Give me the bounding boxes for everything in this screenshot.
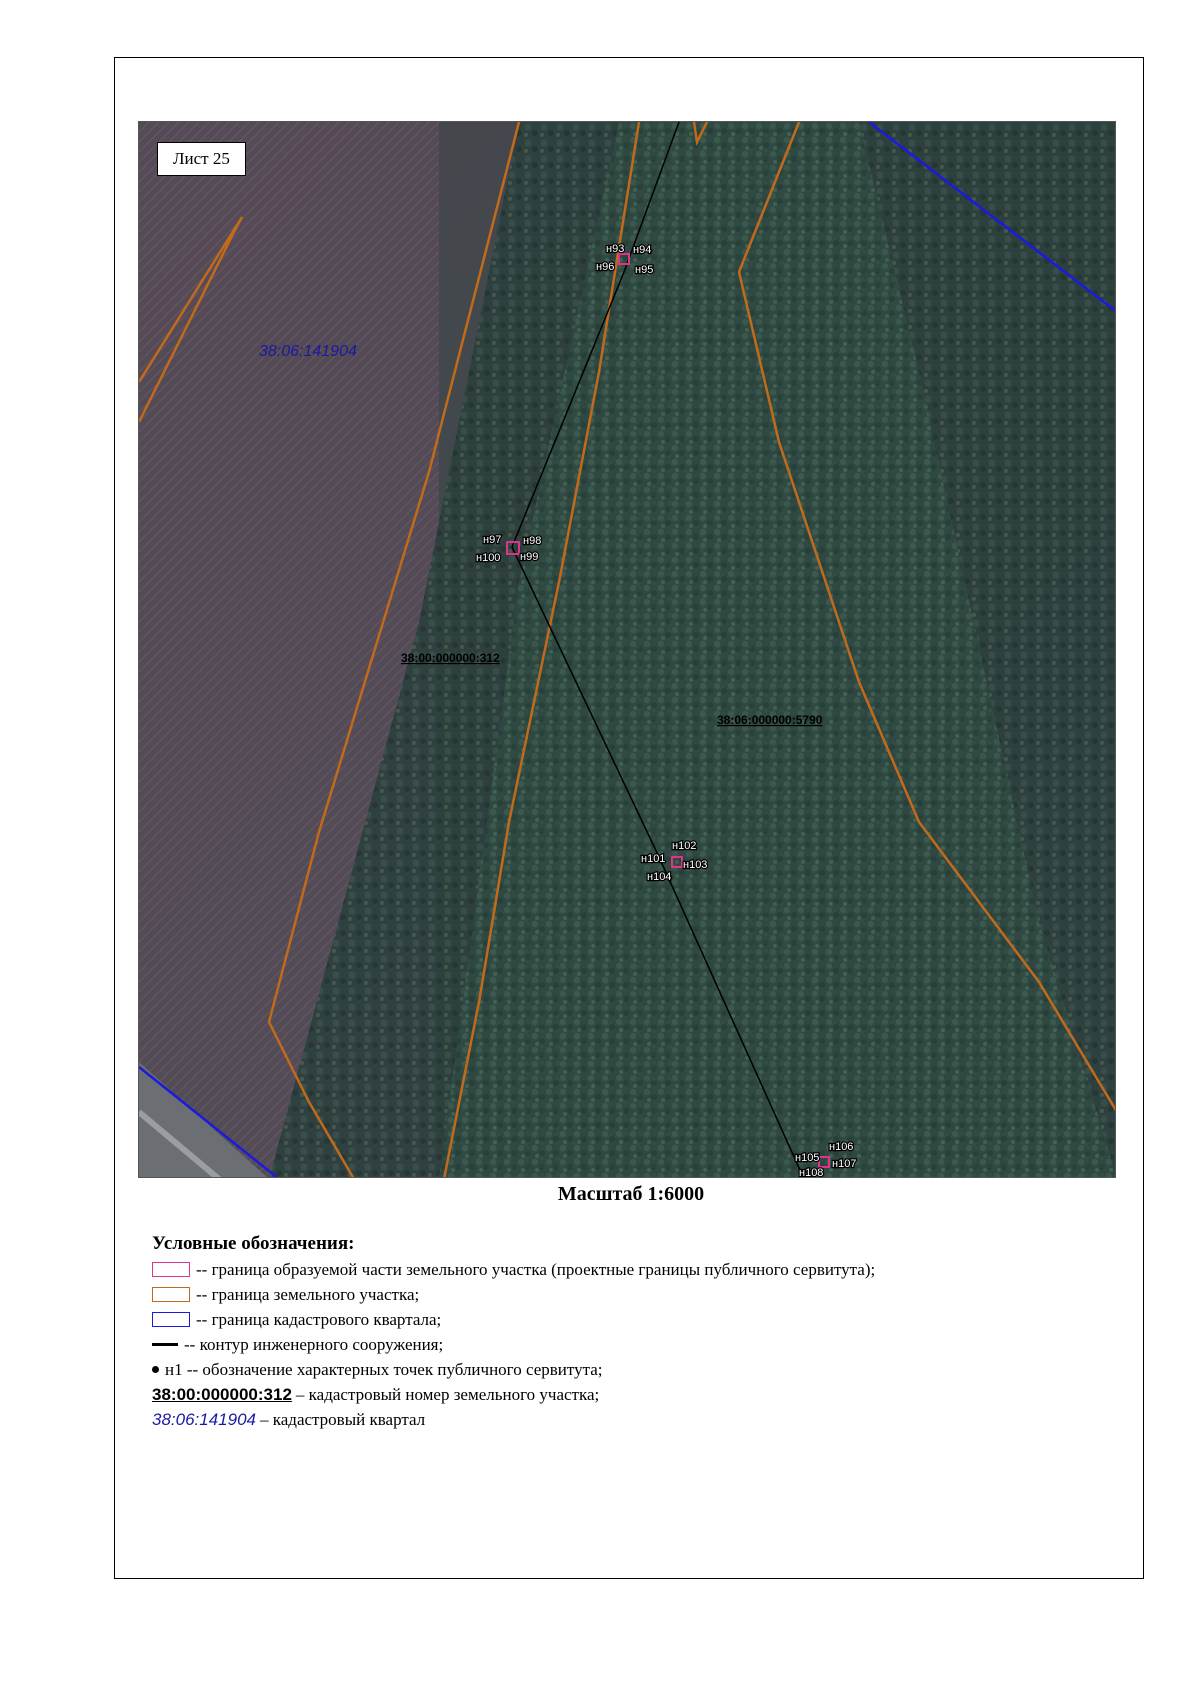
legend-text: н1 -- обозначение характерных точек публичного сервитута; bbox=[165, 1359, 603, 1379]
point-label-n95: н95 bbox=[635, 264, 654, 276]
legend-text: – кадастровый номер земельного участка; bbox=[295, 1384, 600, 1404]
servitude-border-swatch bbox=[152, 1262, 190, 1277]
parcel-label-312: 38:00:000000:312 bbox=[401, 651, 500, 665]
legend-cadastral-number: 38:00:000000:312 bbox=[152, 1384, 292, 1404]
point-label-n103: н103 bbox=[683, 859, 708, 871]
point-label-n98: н98 bbox=[523, 535, 542, 547]
point-label-n99: н99 bbox=[520, 551, 539, 563]
map-view[interactable] bbox=[138, 121, 1116, 1178]
point-label-n100: н100 bbox=[476, 552, 501, 564]
point-label-n101: н101 bbox=[641, 853, 666, 865]
point-label-n96: н96 bbox=[596, 261, 615, 273]
legend-text: -- граница кадастрового квартала; bbox=[196, 1309, 442, 1329]
legend-item-quarter-number bbox=[152, 1407, 1112, 1432]
parcel-label-5790: 38:06:000000:5790 bbox=[717, 713, 823, 727]
legend-text: – кадастровый квартал bbox=[260, 1409, 426, 1429]
parcel-border-swatch bbox=[152, 1287, 190, 1302]
quarter-label: 38:06:141904 bbox=[259, 343, 357, 360]
legend-item-cadastral-number bbox=[152, 1382, 1112, 1407]
point-label-n107: н107 bbox=[832, 1158, 857, 1170]
point-label-n93: н93 bbox=[606, 243, 625, 255]
legend-text: -- граница земельного участка; bbox=[196, 1284, 420, 1304]
map-canvas bbox=[139, 122, 1116, 1178]
legend-text: -- граница образуемой части земельного участка (проектные границы публичного сервитута); bbox=[196, 1259, 876, 1279]
point-dot-icon bbox=[152, 1366, 159, 1373]
point-label-n102: н102 bbox=[672, 840, 697, 852]
point-label-n94: н94 bbox=[633, 244, 652, 256]
point-label-n105: н105 bbox=[795, 1152, 820, 1164]
quarter-border-swatch bbox=[152, 1312, 190, 1327]
point-label-n97: н97 bbox=[483, 534, 502, 546]
legend-quarter-number: 38:06:141904 bbox=[152, 1409, 256, 1429]
point-label-n106: н106 bbox=[829, 1141, 854, 1153]
point-label-n108: н108 bbox=[799, 1167, 824, 1178]
sheet-label: Лист 25 bbox=[157, 142, 246, 176]
legend-item-points bbox=[152, 1357, 1112, 1382]
legend-item-parcel bbox=[152, 1282, 1112, 1307]
engineering-line-swatch bbox=[152, 1343, 178, 1346]
legend bbox=[152, 1233, 1112, 1432]
legend-item-engineering bbox=[152, 1332, 1112, 1357]
legend-item-quarter bbox=[152, 1307, 1112, 1332]
scale-label: Масштаб 1:6000 bbox=[557, 1183, 705, 1205]
legend-text: -- контур инженерного сооружения; bbox=[184, 1334, 444, 1354]
legend-item-servitude bbox=[152, 1257, 1112, 1282]
point-label-n104: н104 bbox=[647, 871, 672, 883]
legend-title: Условные обозначения: bbox=[152, 1233, 355, 1254]
